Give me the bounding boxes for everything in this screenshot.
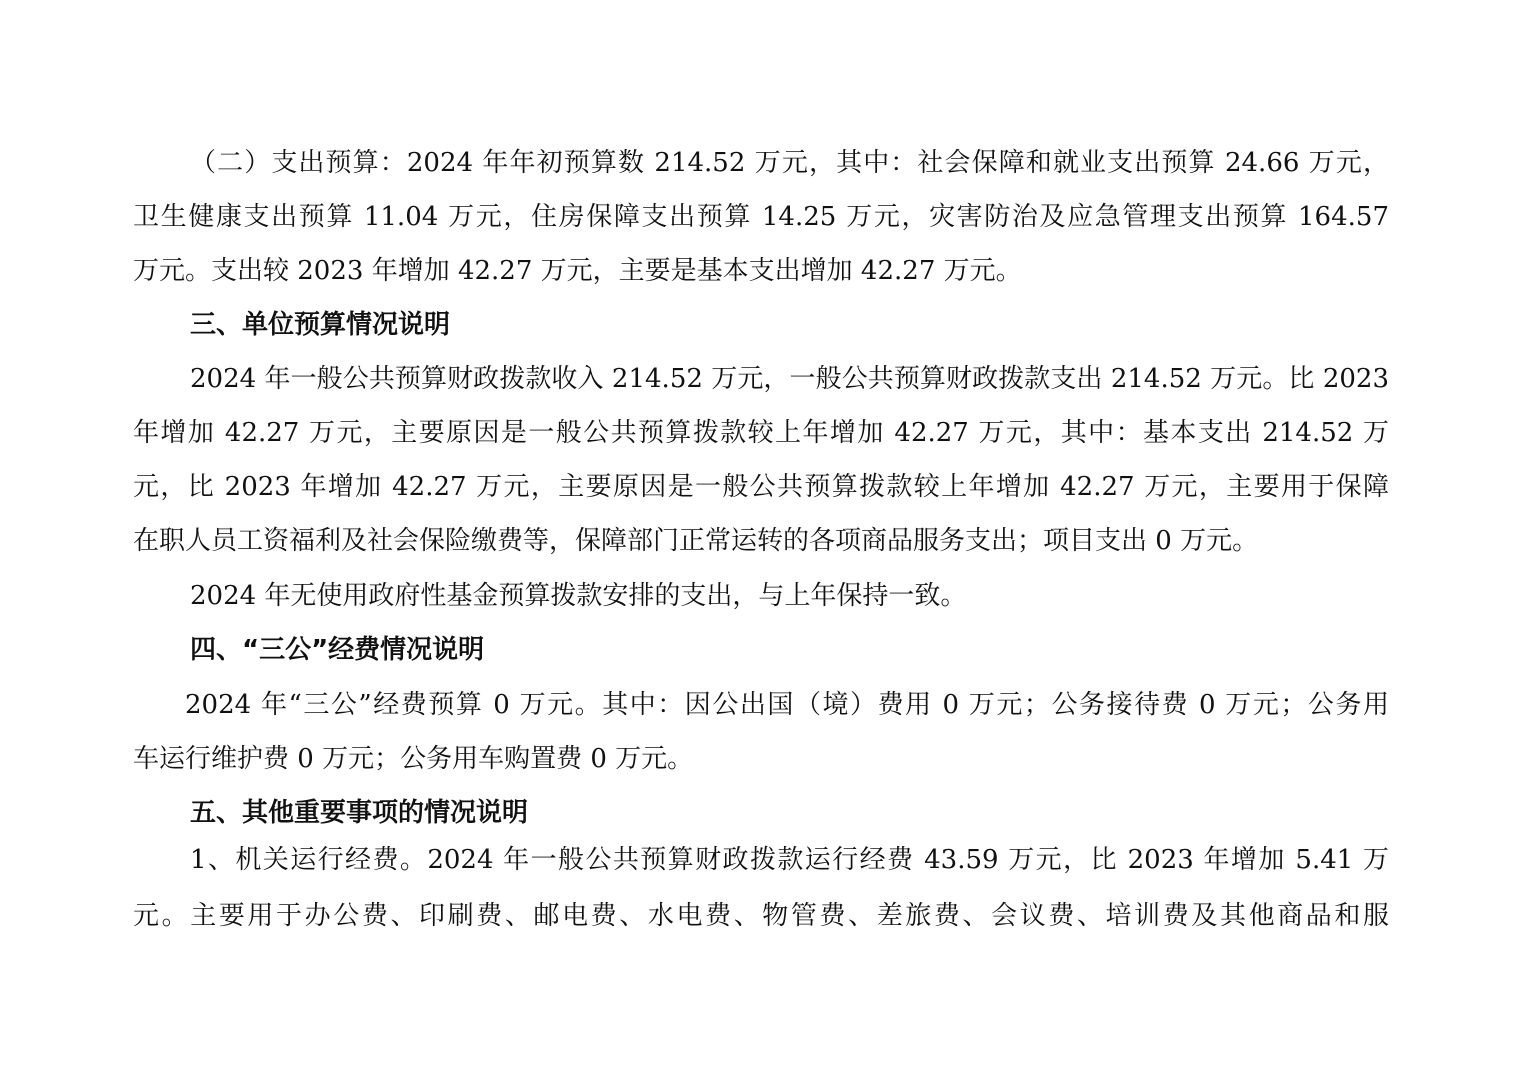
section-5-p1-line-1: 1、机关运行经费。2024 年一般公共预算财政拨款运行经费 43.59 万元，比 2023 年增加 5.41 万 (190, 845, 1389, 875)
section-3-p1-line-4: 在职人员工资福利及社会保险缴费等，保障部门正常运转的各项商品服务支出；项目支出 0 万元。 (133, 526, 1259, 556)
section-4-p1-line-2: 车运行维护费 0 万元；公务用车购置费 0 万元。 (133, 744, 694, 774)
expense-budget-line-1: （二）支出预算：2024 年年初预算数 214.52 万元，其中：社会保障和就业支出预算 24.66 万元， (190, 148, 1389, 178)
section-4-p1-line-1: 2024 年“三公”经费预算 0 万元。其中：因公出国（境）费用 0 万元；公务接待费 0 万元；公务用 (185, 690, 1389, 720)
section-3-p1-line-2: 年增加 42.27 万元，主要原因是一般公共预算拨款较上年增加 42.27 万元，其中：基本支出 214.52 万 (133, 418, 1389, 448)
section-3-p2: 2024 年无使用政府性基金预算拨款安排的支出，与上年保持一致。 (190, 581, 967, 611)
section-4-heading: 四、“三公”经费情况说明 (190, 635, 485, 665)
section-3-p1-line-3: 元，比 2023 年增加 42.27 万元，主要原因是一般公共预算拨款较上年增加 42.27 万元，主要用于保障 (133, 472, 1389, 502)
section-5-heading: 五、其他重要事项的情况说明 (190, 798, 529, 828)
section-5-p1-line-2: 元。主要用于办公费、印刷费、邮电费、水电费、物管费、差旅费、会议费、培训费及其他商品和服 (133, 901, 1389, 931)
expense-budget-line-2: 卫生健康支出预算 11.04 万元，住房保障支出预算 14.25 万元，灾害防治及应急管理支出预算 164.57 (133, 202, 1389, 232)
section-3-heading: 三、单位预算情况说明 (190, 310, 451, 340)
expense-budget-line-3: 万元。支出较 2023 年增加 42.27 万元，主要是基本支出增加 42.27 万元。 (133, 256, 1022, 286)
section-3-p1-line-1: 2024 年一般公共预算财政拨款收入 214.52 万元，一般公共预算财政拨款支出 214.52 万元。比 2023 (190, 364, 1389, 394)
